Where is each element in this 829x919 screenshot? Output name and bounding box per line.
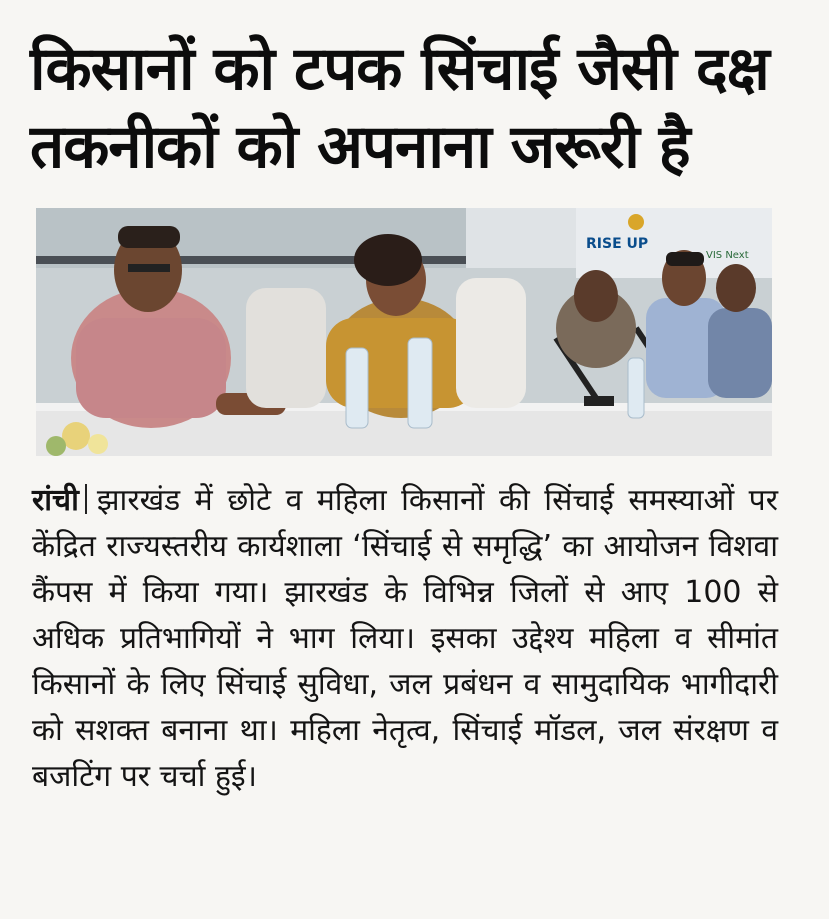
article-text: झारखंड में छोटे व महिला किसानों की सिंचाई समस्याओं पर केंद्रित राज्यस्तरीय कार्यशाला ‘सिंचाई से समृद्धि’ का आयोजन विशवा कैंपस में किया गया। झारखंड के विभिन्न जिलों से आए 100 से अधिक प्रतिभागियों ने भाग लिया। इसका उद्देश्य महिला व सीमांत किसानों के लिए सिंचाई सुविधा, जल प्रबंधन व सामुदायिक भागीदारी को सशक्त बनाना था। महिला नेतृत्व, सिंचाई मॉडल, जल संरक्षण व बजटिंग पर चर्चा हुई। [32, 483, 778, 794]
article-body [32, 478, 778, 800]
headline: किसानों को टपक सिंचाई जैसी दक्ष तकनीकों को अपनाना जरूरी है [30, 34, 769, 182]
banner-logo-text: VIS Next [706, 250, 749, 261]
news-photo [36, 208, 772, 456]
banner-text: RISE UP [586, 236, 649, 252]
dateline-separator [85, 484, 87, 514]
panel-discussion-image [36, 208, 772, 456]
dateline: रांची [32, 483, 79, 518]
